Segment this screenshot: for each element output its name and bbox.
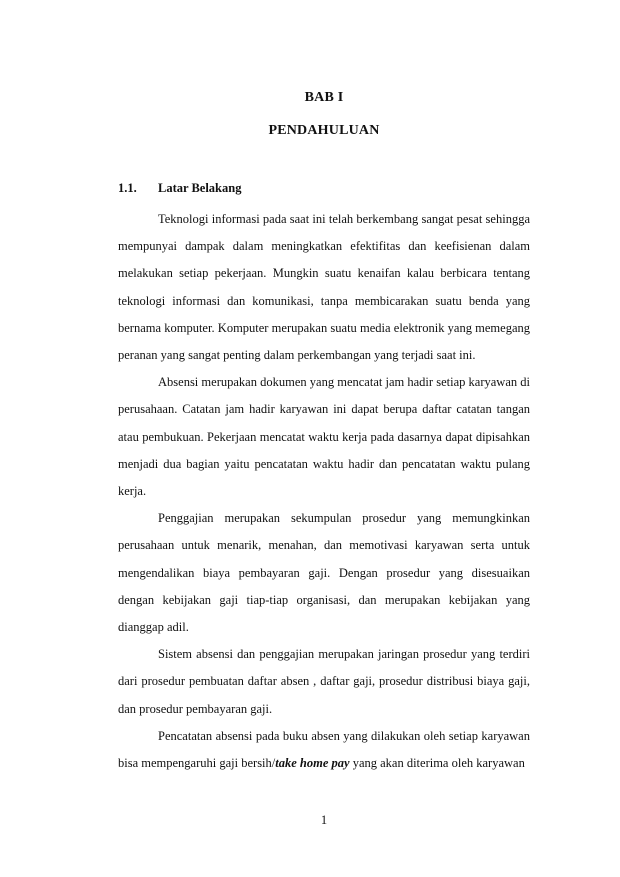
body-text	[118, 206, 530, 777]
section-number: 1.1.	[118, 181, 137, 195]
emphasized-term: take home pay	[275, 756, 350, 771]
chapter-title: PENDAHULUAN	[268, 123, 380, 138]
page-number: 1	[320, 813, 328, 827]
paragraph: Sistem absensi dan penggajian merupakan jaringan prosedur yang terdiri dari prosedur pembuatan daftar absen , daftar gaji, prosedur distribusi biaya gaji, dan prosedur pembayaran gaji.	[118, 647, 530, 716]
section-heading	[118, 181, 241, 196]
paragraph: Teknologi informasi pada saat ini telah berkembang sangat pesat sehingga mempunyai dampak dalam meningkatkan efektifitas dan keefisienan dalam melakukan setiap pekerjaan. Mungkin suatu kenaifan kalau berbicara tentang teknologi informasi dan komunikasi, tanpa membicarakan suatu benda yang bernama komputer. Komputer merupakan suatu media elektronik yang memegang peranan yang sangat penting dalam perkembangan yang terjadi saat ini.	[118, 212, 530, 363]
paragraph-text-before: Pencatatan absensi pada buku absen yang dilakukan oleh setiap karyawan bisa mempengaruhi gaji bersih/	[118, 728, 530, 771]
paragraph: Absensi merupakan dokumen yang mencatat jam hadir setiap karyawan di perusahaan. Catatan jam hadir karyawan ini dapat berupa daftar catatan tangan atau pembukuan. Pekerjaan mencatat waktu kerja pada dasarnya dapat dipisahkan menjadi dua bagian yaitu pencatatan waktu hadir dan pencatatan waktu pulang kerja.	[118, 375, 530, 499]
paragraph: Penggajian merupakan sekumpulan prosedur yang memungkinkan perusahaan untuk menarik, menahan, dan memotivasi karyawan serta untuk mengendalikan biaya pembayaran gaji. Dengan prosedur yang disesuaikan dengan kebijakan gaji tiap-tiap organisasi, dan merupakan kebijakan yang dianggap adil.	[118, 511, 530, 635]
chapter-number: BAB I	[304, 90, 344, 105]
section-title: Latar Belakang	[158, 181, 242, 195]
paragraph	[118, 723, 530, 777]
paragraph-text-after: yang akan diterima oleh karyawan	[349, 756, 525, 771]
